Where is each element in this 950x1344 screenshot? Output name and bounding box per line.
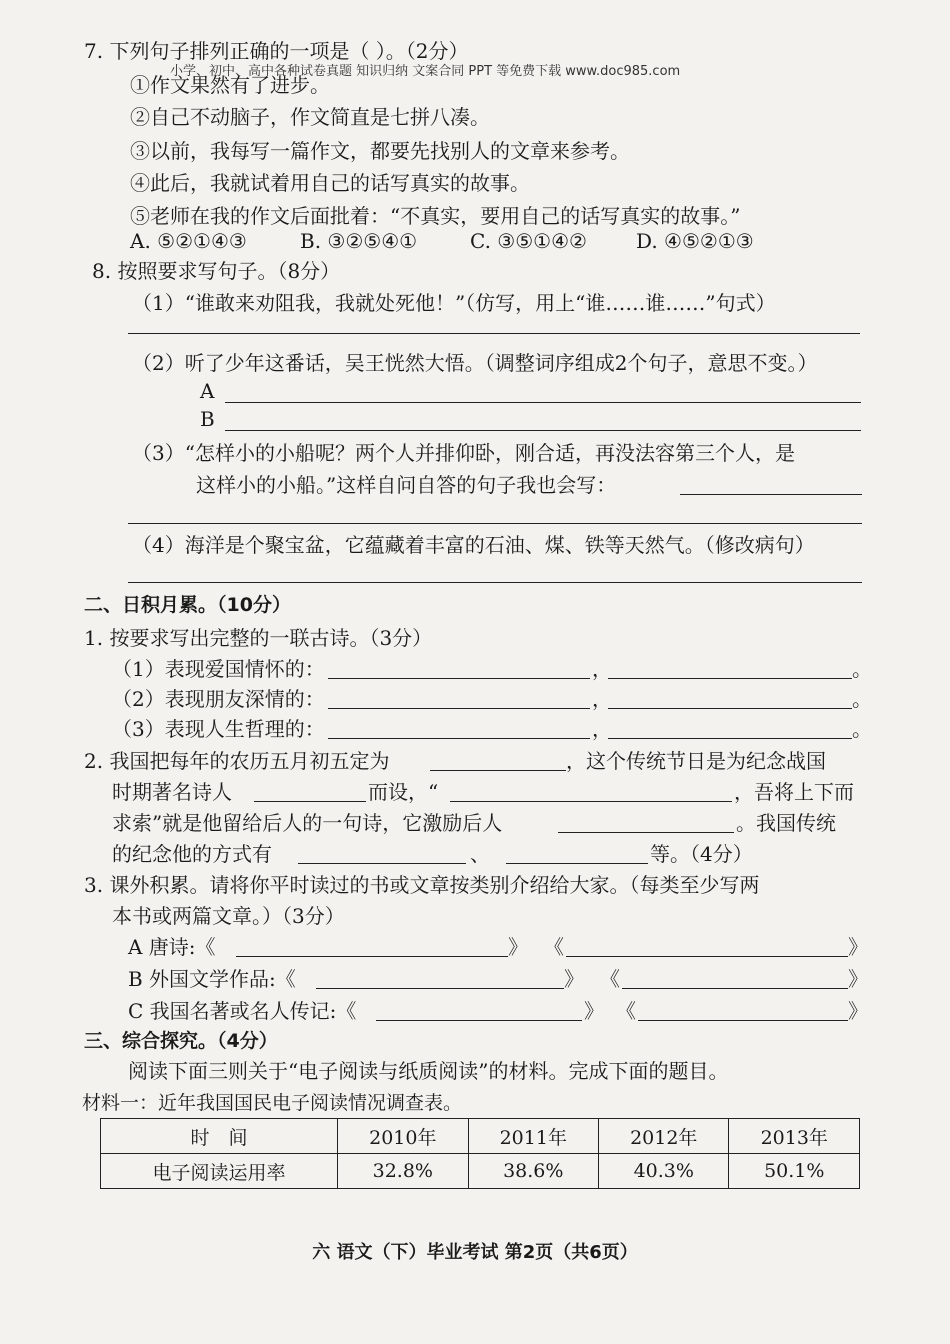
s2-q1-stem: 1. 按要求写出完整的一联古诗。（3分） [84, 626, 433, 650]
s3-intro: 阅读下面三则关于“电子阅读与纸质阅读”的材料。完成下面的题目。 [128, 1059, 729, 1083]
s2-q2-line4-c: 等。（4分） [650, 842, 753, 866]
s2-q3-a-line-2[interactable] [566, 956, 848, 957]
q8-part2: （2）听了少年这番话，吴王恍然大悟。（调整词序组成2个句子，意思不变。） [132, 351, 818, 375]
s2-q2-line4-a: 的纪念他的方式有 [112, 842, 272, 866]
q7-option-b[interactable]: B. ③②⑤④① [300, 229, 418, 253]
s2-q1-a-line-1[interactable] [328, 678, 590, 679]
s2-q2-blank-inspire[interactable] [558, 832, 734, 833]
q7-item-4: ④此后，我就试着用自己的话写真实的故事。 [130, 171, 530, 195]
s2-q1-b-label: （2）表现朋友深情的： [112, 687, 325, 711]
s2-q3-c-close-1: 》 [584, 999, 604, 1023]
s2-q1-c-line-2[interactable] [608, 738, 852, 739]
s2-q3-c-label: C 我国名著或名人传记:《 [128, 999, 357, 1023]
s2-q2-line4-b: 、 [470, 842, 490, 866]
s2-q3-a-label: A 唐诗:《 [128, 935, 216, 959]
s2-q1-a-label: （1）表现爱国情怀的： [112, 657, 325, 681]
s3-material-1-caption: 材料一：近年我国国民电子阅读情况调查表。 [82, 1092, 463, 1114]
s2-q3-c-line-2[interactable] [638, 1020, 848, 1021]
s2-q2-blank-festival[interactable] [430, 770, 566, 771]
s2-q3-a-close-1: 》 [508, 935, 528, 959]
s2-q3-a-close-2: 》 [848, 935, 868, 959]
s2-q2-blank-custom-2[interactable] [506, 863, 648, 864]
table-cell: 50.1% [729, 1154, 860, 1189]
s2-q3-a-open-2: 《 [544, 935, 564, 959]
q8-part1: （1）“谁敢来劝阻我，我就处死他！”（仿写，用上“谁……谁……”句式） [132, 291, 776, 315]
q8-part4: （4）海洋是个聚宝盆，它蕴藏着丰富的石油、煤、铁等天然气。（修改病句） [132, 533, 815, 557]
q8-part2-label-b: B [200, 407, 215, 431]
s2-q3-b-line-2[interactable] [622, 988, 848, 989]
q7-option-c[interactable]: C. ③⑤①④② [470, 229, 587, 253]
s2-q1-b-period: 。 [852, 687, 872, 711]
q8-part2-a-line[interactable] [225, 402, 861, 403]
s2-q1-a-comma: ， [592, 657, 612, 681]
s2-q2-blank-poet[interactable] [254, 801, 366, 802]
table-cell: 40.3% [599, 1154, 729, 1189]
s2-q3-b-close-1: 》 [564, 967, 584, 991]
section-2-title: 二、日积月累。（10分） [84, 594, 291, 616]
q8-part3-answer-line-2[interactable] [128, 523, 862, 524]
s2-q3-line1: 3. 课外积累。请将你平时读过的书或文章按类别介绍给大家。（每类至少写两 [84, 873, 760, 897]
table-header-row [101, 1119, 860, 1154]
section-3-title: 三、综合探究。（4分） [84, 1030, 278, 1052]
s2-q1-a-period: 。 [852, 657, 872, 681]
s2-q2-line2-b: 而设，“ [368, 780, 439, 804]
s2-q2-line2-c: ，吾将上下而 [734, 780, 854, 804]
s2-q1-c-line-1[interactable] [328, 738, 590, 739]
s2-q2-line2-a: 时期著名诗人 [112, 780, 232, 804]
e-reading-survey-table [100, 1118, 860, 1189]
table-row [101, 1154, 860, 1189]
s2-q2-line1-b: ，这个传统节日是为纪念战国 [566, 749, 826, 773]
s2-q2-blank-verse[interactable] [450, 801, 732, 802]
q8-part3-line2: 这样小的小船。”这样自问自答的句子我也会写： [196, 473, 617, 497]
q8-part1-answer-line[interactable] [128, 333, 860, 334]
s2-q3-c-close-2: 》 [848, 999, 868, 1023]
page-footer: 六 语文（下）毕业考试 第2页（共6页） [312, 1242, 638, 1263]
s2-q2-blank-custom-1[interactable] [298, 863, 466, 864]
q7-item-3: ③以前，我每写一篇作文，都要先找别人的文章来参考。 [130, 139, 630, 163]
s2-q3-b-close-2: 》 [848, 967, 868, 991]
s2-q1-c-label: （3）表现人生哲理的： [112, 717, 325, 741]
table-header-cell: 2010年 [338, 1119, 468, 1154]
table-header-cell: 时 间 [101, 1119, 338, 1154]
s2-q2-line3-a: 求索”就是他留给后人的一句诗，它激励后人 [112, 811, 503, 835]
q8-part2-b-line[interactable] [225, 430, 861, 431]
table-cell: 38.6% [468, 1154, 598, 1189]
q7-stem: 7. 下列句子排列正确的一项是（ ）。（2分） [84, 39, 469, 63]
q8-part3-answer-line-1[interactable] [680, 494, 862, 495]
watermark-text: 小学、初中、高中各种试卷真题 知识归纳 文案合同 PPT 等免费下载 www.doc985.com [170, 64, 681, 79]
s2-q1-b-line-2[interactable] [608, 708, 852, 709]
s2-q1-c-comma: ， [592, 717, 612, 741]
s2-q3-b-line-1[interactable] [316, 988, 564, 989]
s2-q1-b-comma: ， [592, 687, 612, 711]
q7-option-a[interactable]: A. ⑤②①④③ [130, 229, 247, 253]
s2-q3-b-label: B 外国文学作品:《 [128, 967, 296, 991]
table-row-label: 电子阅读运用率 [101, 1154, 338, 1189]
table-header-cell: 2013年 [729, 1119, 860, 1154]
s2-q1-c-period: 。 [852, 717, 872, 741]
s2-q1-b-line-1[interactable] [328, 708, 590, 709]
q7-item-1: ①作文果然有了进步。 [130, 73, 330, 97]
s2-q3-a-line-1[interactable] [236, 956, 508, 957]
s2-q3-line2: 本书或两篇文章。）（3分） [112, 904, 345, 928]
table-header-cell: 2011年 [468, 1119, 598, 1154]
q7-option-d[interactable]: D. ④⑤②①③ [636, 229, 754, 253]
q8-stem: 8. 按照要求写句子。（8分） [92, 259, 341, 283]
s2-q2-line3-b: 。我国传统 [736, 811, 836, 835]
q7-item-5: ⑤老师在我的作文后面批着：“不真实，要用自己的话写真实的故事。” [130, 204, 741, 228]
q8-part4-answer-line[interactable] [128, 582, 862, 583]
s2-q1-a-line-2[interactable] [608, 678, 852, 679]
q8-part2-label-a: A [200, 379, 215, 403]
s2-q3-c-line-1[interactable] [376, 1020, 582, 1021]
q7-item-2: ②自己不动脑子，作文简直是七拼八凑。 [130, 105, 490, 129]
s2-q2-line1-a: 2. 我国把每年的农历五月初五定为 [84, 749, 390, 773]
table-cell: 32.8% [338, 1154, 468, 1189]
s2-q3-b-open-2: 《 [600, 967, 620, 991]
s2-q3-c-open-2: 《 [616, 999, 636, 1023]
table-header-cell: 2012年 [599, 1119, 729, 1154]
q8-part3-line1: （3）“怎样小的小船呢？两个人并排仰卧，刚合适，再没法容第三个人，是 [132, 441, 795, 465]
